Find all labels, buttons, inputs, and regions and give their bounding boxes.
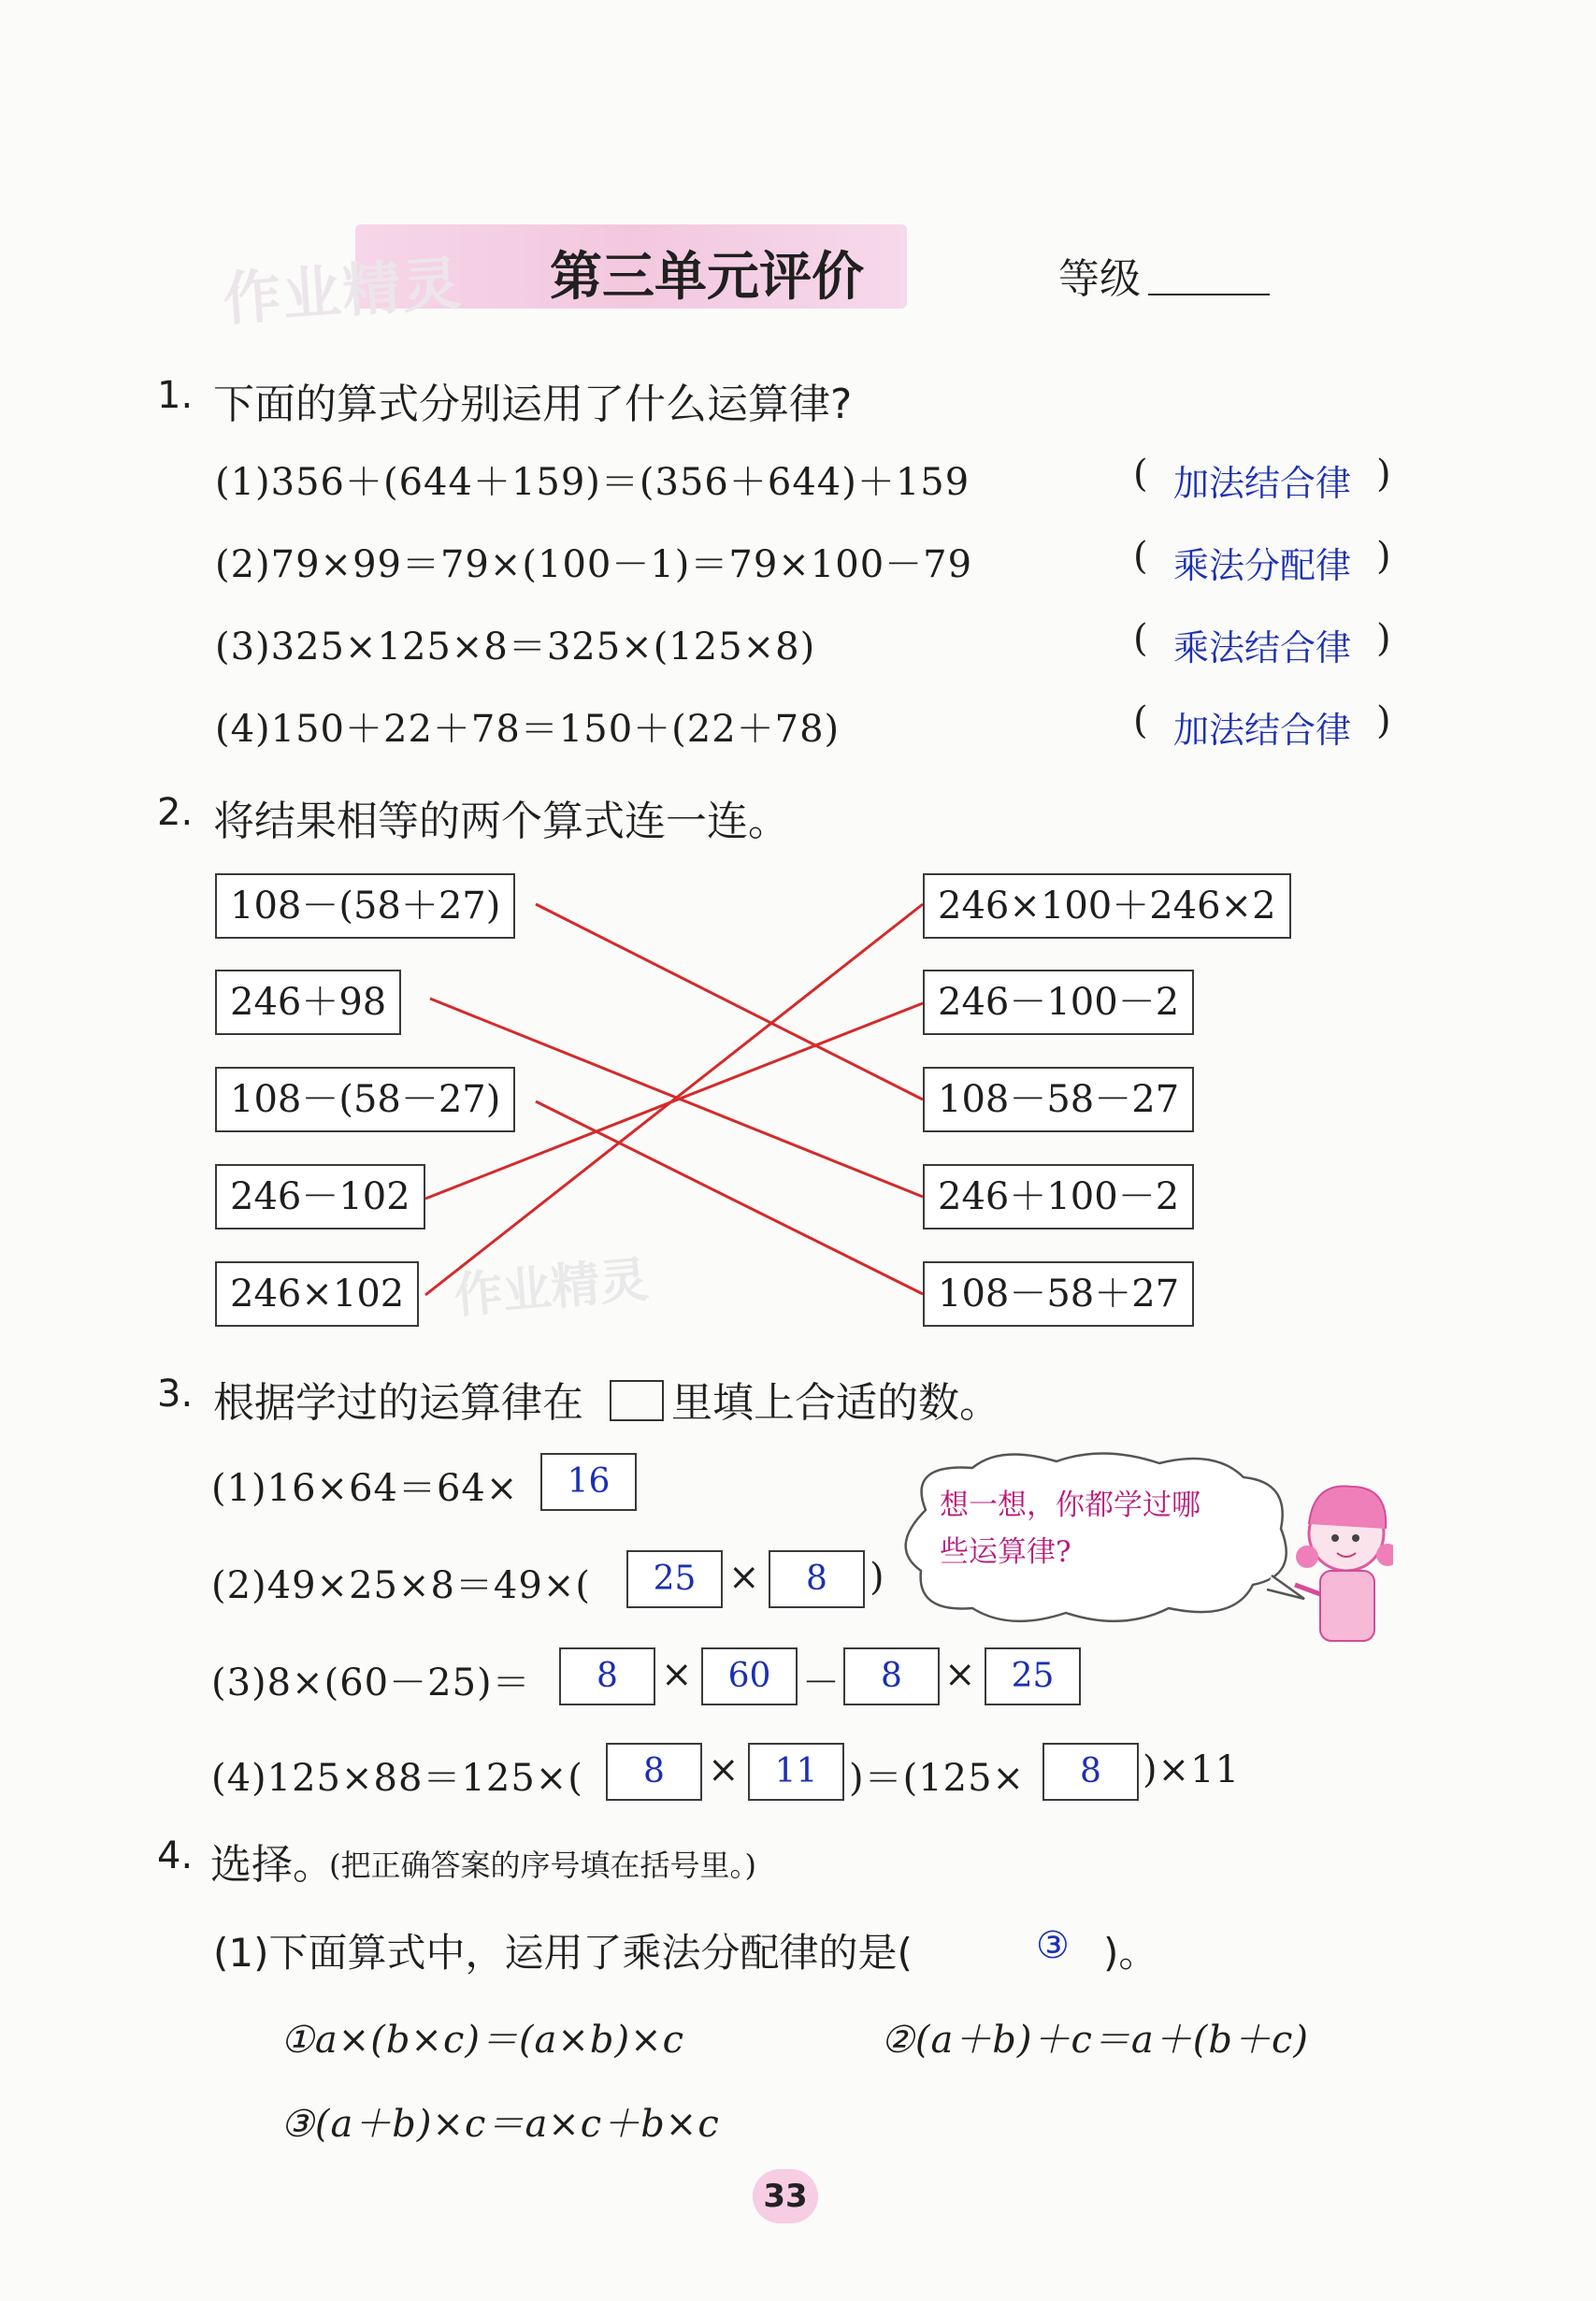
page-number: 33 <box>753 2169 818 2223</box>
q4-option-1: ①a×(b×c)＝(a×b)×c <box>280 2019 685 2062</box>
q3-line2-box2[interactable]: 8 <box>769 1550 865 1608</box>
q4-option-2: ②(a＋b)＋c＝a＋(b＋c) <box>881 2019 1309 2062</box>
q1-item1-answer: 加法结合律 <box>1173 463 1352 504</box>
thought-bubble-text <box>940 1482 1201 1575</box>
q3-line4-expr: (4)125×88＝125×( <box>211 1757 583 1800</box>
right-expr-4: 246＋100－2 <box>923 1164 1194 1230</box>
q4-note: (把正确答案的序号填在括号里。) <box>329 1848 756 1883</box>
left-expr-1: 108－(58＋27) <box>215 873 515 939</box>
left-expr-4: 246－102 <box>215 1164 425 1230</box>
q1-item1-close: ) <box>1376 453 1391 496</box>
q1-item2-open: ( <box>1133 535 1148 578</box>
q4-sub1-text: (1)下面算式中，运用了乘法分配律的是( <box>213 1930 913 1976</box>
q1-item3-answer: 乘法结合律 <box>1173 627 1352 669</box>
q3-line2-close: ) <box>870 1556 885 1599</box>
q3-line4-mid: )＝(125× <box>849 1757 1026 1800</box>
q3-prompt-b: 里填上合适的数。 <box>671 1379 1000 1427</box>
q3-line4-box1[interactable]: 8 <box>606 1743 702 1801</box>
left-expr-2: 246＋98 <box>215 970 401 1035</box>
q1-number: 1. <box>157 374 194 417</box>
left-expr-3: 108－(58－27) <box>215 1067 515 1132</box>
q3-prompt-square <box>610 1380 664 1421</box>
match-line-1 <box>536 904 923 1100</box>
q3-line2-times: × <box>728 1556 761 1599</box>
q3-line1-box1[interactable]: 16 <box>540 1453 637 1511</box>
q3-line2-box1[interactable]: 25 <box>626 1550 723 1608</box>
q1-item4-expr: (4)150＋22＋78＝150＋(22＋78) <box>215 708 841 751</box>
q1-item2-close: ) <box>1376 535 1391 578</box>
q3-line3-box3[interactable]: 8 <box>843 1647 940 1705</box>
q3-line4-box2[interactable]: 11 <box>748 1743 844 1801</box>
q1-item4-close: ) <box>1376 699 1391 742</box>
q1-item1-expr: (1)356＋(644＋159)＝(356＋644)＋159 <box>215 461 971 504</box>
q3-line3-times2: × <box>944 1653 977 1696</box>
bubble-line-2: 些运算律? <box>940 1535 1071 1569</box>
q4-sub1-answer: ③ <box>1036 1924 1070 1967</box>
bubble-line-1: 想一想，你都学过哪 <box>940 1488 1201 1522</box>
q3-line3-minus: － <box>802 1661 841 1704</box>
watermark-middle: 作业精灵 <box>452 1252 651 1325</box>
left-expr-5: 246×102 <box>215 1261 419 1327</box>
q4-option-3: ③(a＋b)×c＝a×c＋b×c <box>280 2103 720 2146</box>
right-expr-5: 108－58＋27 <box>923 1261 1194 1327</box>
q3-line4-close: )×11 <box>1143 1748 1241 1791</box>
q3-line4-box3[interactable]: 8 <box>1042 1743 1139 1801</box>
q3-line3-box4[interactable]: 25 <box>985 1647 1081 1705</box>
q1-item2-expr: (2)79×99＝79×(100－1)＝79×100－79 <box>215 543 973 586</box>
q1-item4-open: ( <box>1133 699 1148 742</box>
q3-line3-times1: × <box>661 1653 694 1696</box>
right-expr-2: 246－100－2 <box>923 970 1194 1035</box>
right-expr-3: 108－58－27 <box>923 1067 1194 1132</box>
q4-prompt: 选择。 <box>210 1841 334 1889</box>
q1-item1-open: ( <box>1133 453 1148 496</box>
q3-prompt-a: 根据学过的运算律在 <box>213 1379 583 1427</box>
q3-line3-box1[interactable]: 8 <box>559 1647 655 1705</box>
q1-item3-open: ( <box>1133 617 1148 660</box>
q2-prompt: 将结果相等的两个算式连一连。 <box>213 798 789 845</box>
q1-prompt: 下面的算式分别运用了什么运算律? <box>213 381 853 428</box>
q4-number: 4. <box>157 1834 194 1877</box>
girl-illustration <box>1295 1487 1393 1642</box>
q4-sub1-close: )。 <box>1103 1930 1158 1976</box>
q3-line4-times: × <box>708 1748 740 1791</box>
watermark-logo: 作业精灵 <box>221 249 465 334</box>
q3-line3-expr: (3)8×(60－25)＝ <box>211 1661 531 1704</box>
q1-item4-answer: 加法结合律 <box>1173 710 1352 751</box>
q1-item3-close: ) <box>1376 617 1391 660</box>
grade-label: 等级 <box>1058 255 1141 303</box>
q3-line1-expr: (1)16×64＝64× <box>211 1467 519 1510</box>
right-expr-1: 246×100＋246×2 <box>923 873 1291 939</box>
q2-number: 2. <box>157 791 194 834</box>
q3-line3-box2[interactable]: 60 <box>701 1647 798 1705</box>
page-title: 第三单元评价 <box>550 246 864 308</box>
q1-item3-expr: (3)325×125×8＝325×(125×8) <box>215 626 816 669</box>
q3-number: 3. <box>157 1373 194 1416</box>
q1-item2-answer: 乘法分配律 <box>1173 545 1352 586</box>
q3-line2-expr: (2)49×25×8＝49×( <box>211 1564 591 1607</box>
